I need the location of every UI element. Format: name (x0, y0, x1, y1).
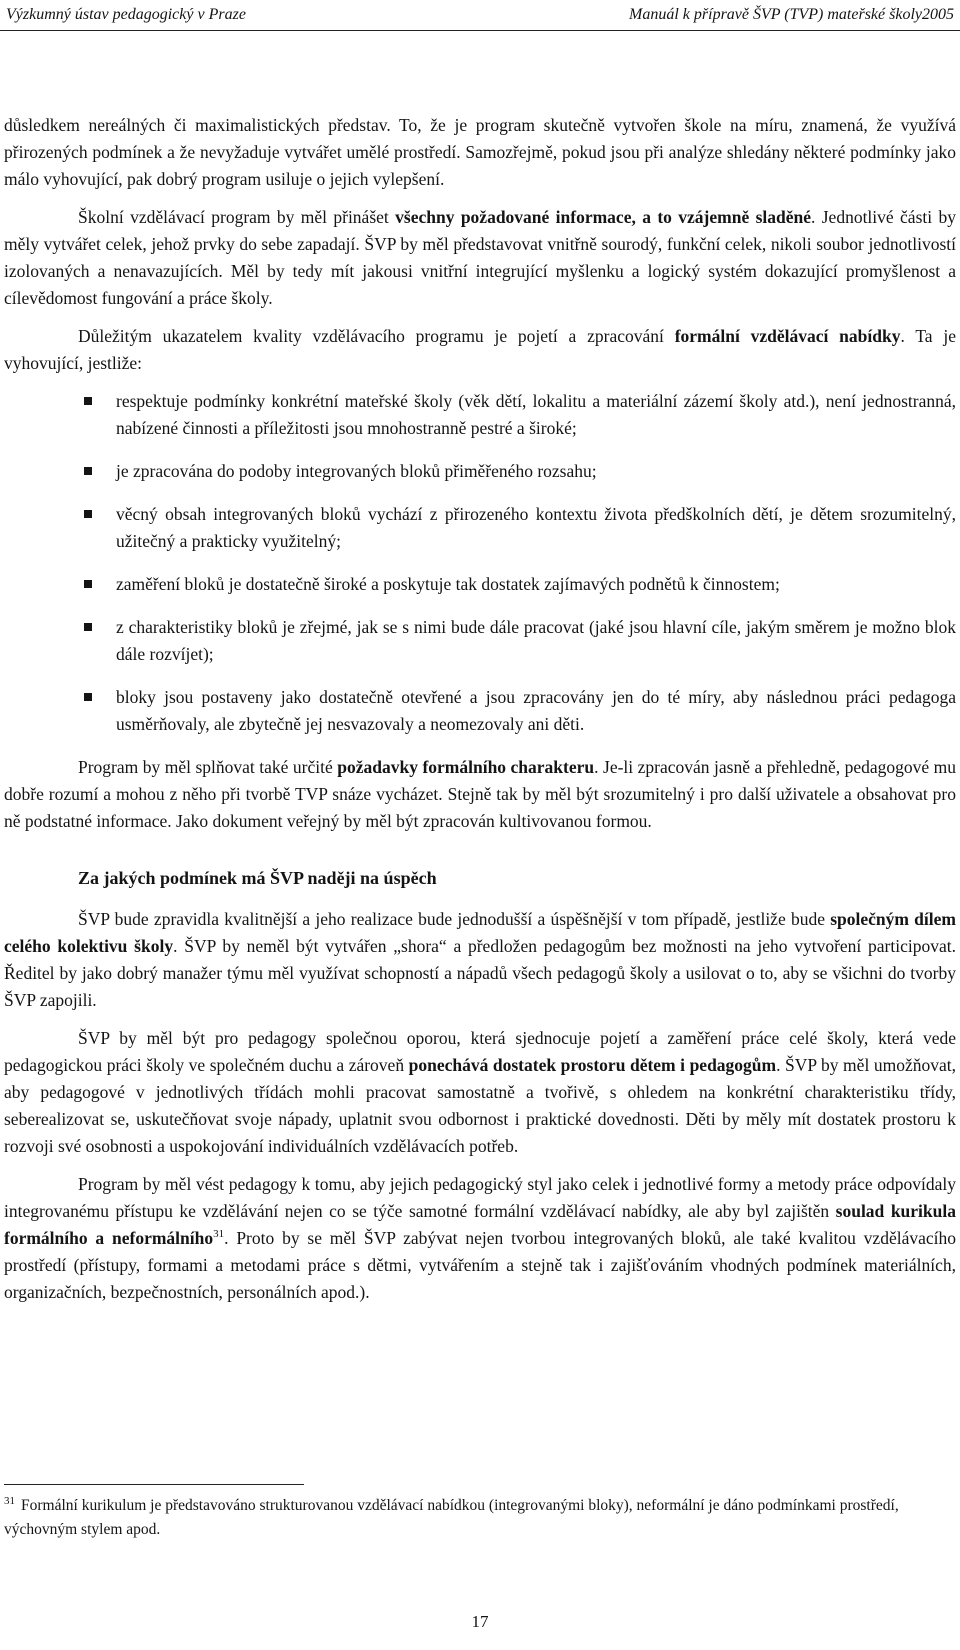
paragraph-2: Školní vzdělávací program by měl přinášet všechny požadované informace, a to vzájemně sladěné. Jednotlivé části by měly vytvářet celek, jehož prvky do sebe zapadají. ŠVP by měl představovat vnitřně sourodý, funkční celek, nikoli soubor jednotlivostí izolovaných a nenavazujících. Měl by tedy mít jakousi vnitřní integrující myšlenku a logický systém dokazující promyšlenost a cílevědomost fungování a práce školy. (4, 207, 956, 308)
emphasis-text: ponechává dostatek prostoru dětem i pedagogům (408, 1055, 777, 1075)
emphasis-text: společným dílem celého kolektivu školy (4, 909, 956, 956)
list-item: bloky jsou postaveny jako dostatečně otevřené a jsou zpracovány jen do té míry, aby následnou práci pedagoga usměrňovaly, ale zbytečně jej nesvazovaly a neomezovaly ani děti. (4, 684, 956, 738)
section-heading: Za jakých podmínek má ŠVP naději na úspěch (78, 868, 437, 888)
paragraph-7: Program by měl vést pedagogy k tomu, aby jejich pedagogický styl jako celek i jednotlivé formy a metody práce odpovídaly integrovanému přístupu ke vzdělávání nejen co se týče samotné formální vzdělávací nabídky, ale aby byl zajištěn soulad kurikula formálního a neformálního$^{31}$. Proto by se měl ŠVP zabývat nejen tvorbou integrovaných bloků, ale také kvalitou vzdělávacího prostředí (přístupy, formami a metodami práce s dětmi, vytvářením a stejně tak i zajišťováním vhodných podmínek materiálních, organizačních, bezpečnostních, personálních apod.). (4, 1174, 956, 1302)
page-number: 17 (471, 1612, 489, 1631)
emphasis-text: formální vzdělávací nabídky (674, 326, 901, 346)
footnote-reference[interactable]: 31 (213, 1228, 225, 1241)
square-bullet-icon (84, 580, 92, 588)
square-bullet-icon (84, 623, 92, 631)
header-document-title: Manuál k přípravě ŠVP (TVP) mateřské školy2005 (629, 6, 954, 23)
main-content (4, 112, 956, 1317)
list-item: zaměření bloků je dostatečně široké a poskytuje tak dostatek zajímavých podnětů k činnostem; (4, 571, 956, 598)
footnote-number: 31 (4, 1494, 15, 1507)
paragraph-3: Důležitým ukazatelem kvality vzdělávacího programu je pojetí a zpracování formální vzdělávací nabídky. Ta je vyhovující, jestliže: (4, 326, 956, 373)
paragraph-4: Program by měl splňovat také určité požadavky formálního charakteru. Je-li zpracován jasně a přehledně, pedagogové mu dobře rozumí a mohou z něho při tvorbě TVP snáze vycházet. Stejně tak by měl být srozumitelný i pro další uživatele a obsahovat pro ně podstatné informace. Jako dokument veřejný by měl být zpracován kultivovanou formou. (4, 757, 956, 831)
page-header (0, 0, 960, 31)
header-institution: Výzkumný ústav pedagogický v Praze (6, 6, 246, 23)
paragraph-1: důsledkem nereálných či maximalistických představ. To, že je program skutečně vytvořen škole na míru, znamená, že využívá přirozených podmínek a že nevyžaduje vytvářet umělé prostředí. Samozřejmě, pokud jsou při analýze shledány některé podmínky jako málo vyhovující, pak dobrý program usiluje o jejich vylepšení. (4, 115, 956, 189)
emphasis-text: požadavky formálního charakteru (337, 757, 595, 777)
footnote-text: Formální kurikulum je představováno strukturovanou vzdělávací nabídkou (integrovanými bloky), neformální je dáno podmínkami prostředí, výchovným stylem apod. (4, 1497, 899, 1538)
list-item: respektuje podmínky konkrétní mateřské školy (věk dětí, lokalitu a materiální zázemí školy atd.), není jednostranná, nabízené činnosti a příležitosti jsou mnohostranně pestré a široké; (4, 388, 956, 442)
criteria-list (4, 388, 956, 738)
footnote (4, 1494, 956, 1542)
emphasis-text: soulad kurikula formálního a neformálního (4, 1201, 956, 1248)
list-item: je zpracována do podoby integrovaných bloků přiměřeného rozsahu; (4, 458, 956, 485)
paragraph-5: ŠVP bude zpravidla kvalitnější a jeho realizace bude jednodušší a úspěšnější v tom případě, jestliže bude společným dílem celého kolektivu školy. ŠVP by neměl být vytvářen „shora“ a předložen pedagogům bez možnosti na jeho vytvoření participovat. Ředitel by jako dobrý manažer týmu měl využívat schopností a nápadů všech pedagogů školy a usilovat o to, aby se všichni do tvorby ŠVP zapojili. (4, 909, 956, 1010)
square-bullet-icon (84, 510, 92, 518)
footnote-divider (4, 1484, 304, 1485)
list-item: z charakteristiky bloků je zřejmé, jak se s nimi bude dále pracovat (jaké jsou hlavní cíle, jakým směrem je možno blok dále rozvíjet); (4, 614, 956, 668)
emphasis-text: všechny požadované informace, a to vzájemně sladěné (395, 207, 811, 227)
paragraph-6: ŠVP by měl být pro pedagogy společnou oporou, která sjednocuje pojetí a zaměření práce celé školy, která vede pedagogickou práci školy ve společném duchu a zároveň ponechává dostatek prostoru dětem i pedagogům. ŠVP by měl umožňovat, aby pedagogové v jednotlivých třídách mohli pracovat samostatně a tvořivě, s ohledem na konkrétní charakteristiku třídy, seberealizovat se, uskutečňovat svoje nápady, uplatnit svou odbornost i praktické dovednosti. Děti by měly mít dostatek prostoru k rozvoji své osobnosti a uspokojování individuálních vzdělávacích potřeb. (4, 1028, 956, 1156)
square-bullet-icon (84, 467, 92, 475)
square-bullet-icon (84, 693, 92, 701)
square-bullet-icon (84, 397, 92, 405)
list-item: věcný obsah integrovaných bloků vychází z přirozeného kontextu života předškolních dětí, je dětem srozumitelný, užitečný a prakticky využitelný; (4, 501, 956, 555)
